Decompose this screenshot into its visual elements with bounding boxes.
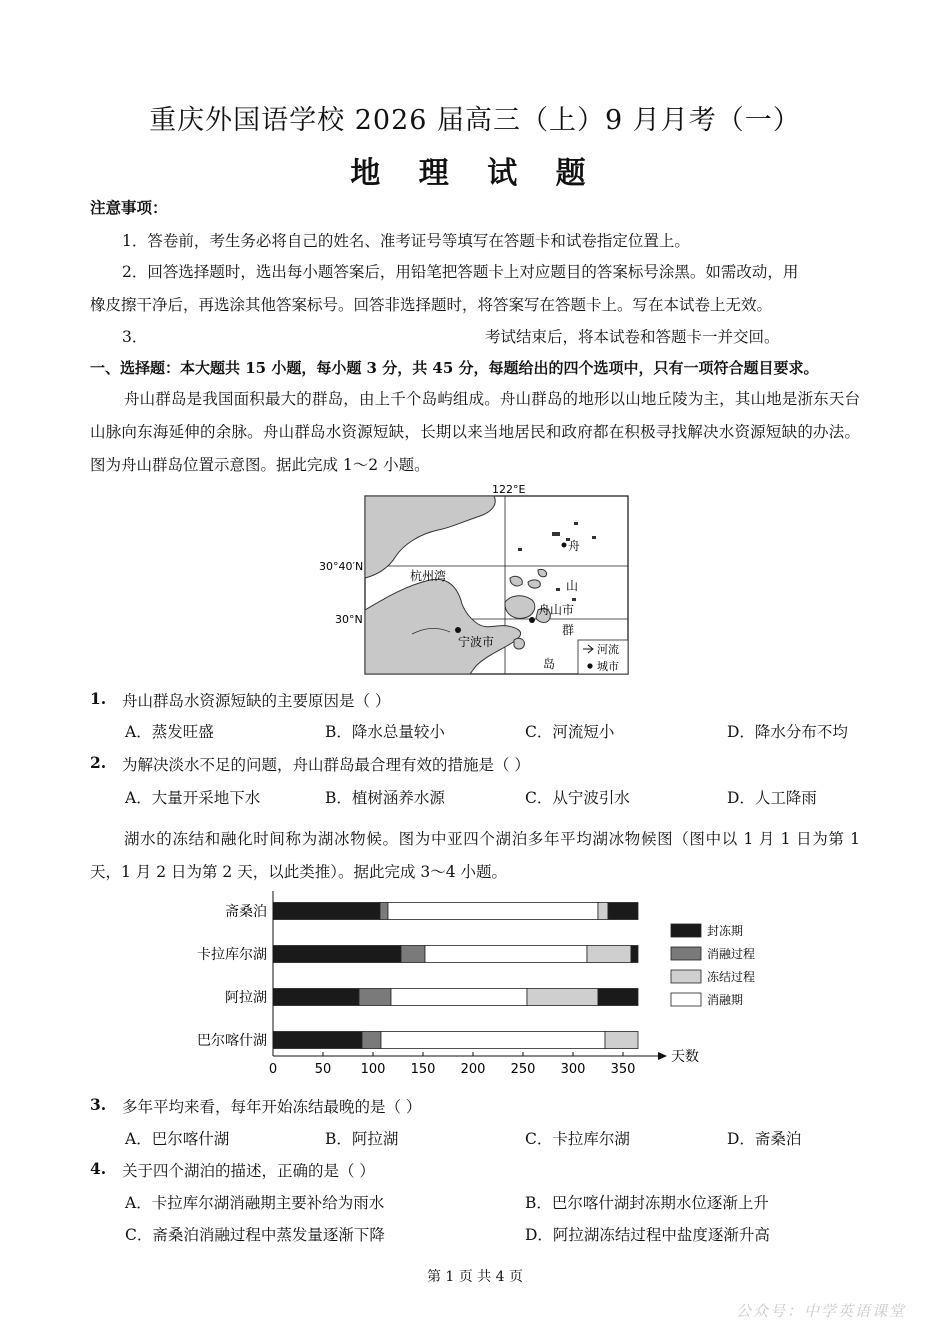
q2-option-c[interactable]: C．从宁波引水 <box>525 789 630 807</box>
q4-option-a[interactable]: A．卡拉库尔湖消融期主要补给为雨水 <box>125 1194 385 1212</box>
bar-segment-1-2 <box>425 946 587 963</box>
label-shan: 山 <box>566 579 579 593</box>
q1-option-b[interactable]: B．降水总量较小 <box>325 723 445 741</box>
legend-city: 城市 <box>597 660 619 673</box>
zhoushan-dot <box>529 617 535 623</box>
islet-5 <box>518 548 522 551</box>
legend-label-1: 消融过程 <box>707 947 756 961</box>
subject-title: 地 理 试 题 <box>350 156 600 191</box>
zhoushan-city-label: 舟山市 <box>538 603 575 617</box>
legend-swatch-0 <box>671 924 701 937</box>
bar-segment-0-0 <box>273 903 380 920</box>
section-heading: 一、选择题：本大题共 15 小题，每小题 3 分，共 45 分，每题给出的四个选项中，只有一项符合题目要求。 <box>90 359 819 377</box>
label-qun: 群 <box>562 623 575 637</box>
q4-stem: 关于四个湖泊的描述，正确的是（ ） <box>122 1162 375 1180</box>
legend-label-3: 消融期 <box>707 993 744 1007</box>
zhoushan-island <box>505 596 535 619</box>
q1-number: 1. <box>90 689 107 708</box>
q4-option-d[interactable]: D．阿拉湖冻结过程中盐度逐渐升高 <box>525 1226 770 1244</box>
islet-7 <box>572 598 576 601</box>
category-label-0: 斋桑泊 <box>225 904 267 920</box>
x-tick-label-2: 100 <box>360 1062 386 1077</box>
legend-label-2: 冻结过程 <box>707 970 756 984</box>
x-tick-label-5: 250 <box>510 1062 536 1077</box>
q1-option-d[interactable]: D．降水分布不均 <box>727 723 848 741</box>
legend-swatch-2 <box>671 970 701 983</box>
x-axis-label: 天数 <box>671 1049 699 1065</box>
bar-segment-1-1 <box>401 946 425 963</box>
island-3 <box>514 638 524 649</box>
notice-item-1: 1．答卷前，考生务必将自己的姓名、准考证号等填写在答题卡和试卷指定位置上。 <box>122 232 690 250</box>
legend-river: 河流 <box>597 643 619 656</box>
x-tick-label-1: 50 <box>314 1062 332 1077</box>
legend-label-0: 封冻期 <box>707 924 744 938</box>
legend-swatch-3 <box>671 993 701 1006</box>
q4-option-c[interactable]: C．斋桑泊消融过程中蒸发量逐渐下降 <box>125 1226 385 1244</box>
page-footer: 第 1 页 共 4 页 <box>426 1269 524 1285</box>
bay-label: 杭州湾 <box>410 569 447 583</box>
q2-stem: 为解决淡水不足的问题，舟山群岛最合理有效的措施是（ ） <box>122 756 530 774</box>
q1-option-c[interactable]: C．河流短小 <box>525 723 615 741</box>
bar-segment-0-1 <box>380 903 388 920</box>
lat-label-1: 30°40′N <box>319 560 364 573</box>
q2-number: 2. <box>90 753 107 772</box>
watermark: 公众号：中学英语课堂 <box>735 1302 906 1320</box>
category-label-3: 巴尔喀什湖 <box>197 1033 267 1049</box>
label-dao: 岛 <box>543 657 556 671</box>
q1-option-a[interactable]: A．蒸发旺盛 <box>125 723 214 741</box>
bar-segment-2-2 <box>391 989 527 1006</box>
q2-option-b[interactable]: B．植树涵养水源 <box>325 789 445 807</box>
q4-number: 4. <box>90 1159 107 1178</box>
q2-option-d[interactable]: D．人工降雨 <box>727 789 817 807</box>
bar-segment-1-0 <box>273 946 401 963</box>
q1-stem: 舟山群岛水资源短缺的主要原因是（ ） <box>122 692 391 710</box>
q3-option-b[interactable]: B．阿拉湖 <box>325 1130 399 1148</box>
ningbo-dot <box>455 627 461 633</box>
q4-option-b[interactable]: B．巴尔喀什湖封冻期水位逐渐上升 <box>525 1194 769 1212</box>
bar-segment-2-3 <box>527 989 598 1006</box>
lon-label: 122°E <box>492 483 526 496</box>
x-tick-label-0: 0 <box>268 1062 278 1077</box>
category-label-2: 阿拉湖 <box>225 990 267 1006</box>
x-tick-label-4: 200 <box>460 1062 486 1077</box>
q3-option-c[interactable]: C．卡拉库尔湖 <box>525 1130 630 1148</box>
zhoushan-map <box>312 482 642 678</box>
bar-segment-3-3 <box>605 1032 638 1049</box>
zhou-dot <box>562 543 567 548</box>
notice-item-2b: 橡皮擦干净后，再选涂其他答案标号。回答非选择题时，将答案写在答题卡上。写在本试卷上无效。 <box>90 296 773 314</box>
bar-segment-2-1 <box>359 989 391 1006</box>
legend-swatch-1 <box>671 947 701 960</box>
ningbo-label: 宁波市 <box>458 635 495 649</box>
x-tick-label-3: 150 <box>410 1062 436 1077</box>
islet-1 <box>552 532 560 536</box>
bar-segment-2-4 <box>598 989 638 1006</box>
bar-segment-3-0 <box>273 1032 362 1049</box>
exam-title: 重庆外国语学校 2026 届高三（上）9 月月考（一） <box>149 105 801 136</box>
notice-item-3-text: 考试结束后，将本试卷和答题卡一并交回。 <box>485 328 780 346</box>
islet-6 <box>556 588 560 591</box>
x-tick-label-6: 300 <box>560 1062 586 1077</box>
category-label-1: 卡拉库尔湖 <box>197 947 267 963</box>
islet-4 <box>592 536 596 539</box>
bar-segment-0-3 <box>598 903 608 920</box>
bar-segment-1-4 <box>631 946 638 963</box>
notice-item-3-number: 3． <box>122 328 148 346</box>
label-zhou: 舟 <box>568 539 581 553</box>
bar-segment-0-2 <box>388 903 598 920</box>
notice-heading: 注意事项： <box>90 198 168 217</box>
passage-zhoushan: 舟山群岛是我国面积最大的群岛，由上千个岛屿组成。舟山群岛的地形以山地丘陵为主，其山地是浙东天台山脉向东海延伸的余脉。舟山群岛水资源短缺，长期以来当地居民和政府都在积极寻找解决水资源短缺的办法。图为舟山群岛位置示意图。据此完成 1～2 小题。 <box>90 390 860 474</box>
bar-segment-3-1 <box>362 1032 381 1049</box>
lat-label-2: 30°N <box>335 613 363 626</box>
x-axis-arrow <box>658 1052 667 1060</box>
island-5 <box>528 580 540 588</box>
q3-number: 3. <box>90 1095 107 1114</box>
passage-lake-ice: 湖水的冻结和融化时间称为湖冰物候。图为中亚四个湖泊多年平均湖冰物候图（图中以 1 月 1 日为第 1 天，1 月 2 日为第 2 天，以此类推）。据此完成 3～4 小题。 <box>90 830 860 881</box>
city-legend-icon <box>587 663 592 668</box>
q2-option-a[interactable]: A．大量开采地下水 <box>125 789 261 807</box>
bar-segment-1-3 <box>587 946 631 963</box>
q3-option-d[interactable]: D．斋桑泊 <box>727 1130 802 1148</box>
bar-segment-2-0 <box>273 989 359 1006</box>
bar-segment-3-2 <box>381 1032 605 1049</box>
islet-2 <box>574 522 578 525</box>
lake-ice-chart <box>185 884 775 1080</box>
notice-item-2a: 2．回答选择题时，选出每小题答案后，用铅笔把答题卡上对应题目的答案标号涂黑。如需改动，用 <box>122 263 799 281</box>
q3-stem: 多年平均来看，每年开始冻结最晚的是（ ） <box>122 1098 422 1116</box>
bar-segment-0-4 <box>608 903 638 920</box>
q3-option-a[interactable]: A．巴尔喀什湖 <box>125 1130 230 1148</box>
x-tick-label-7: 350 <box>610 1062 636 1077</box>
